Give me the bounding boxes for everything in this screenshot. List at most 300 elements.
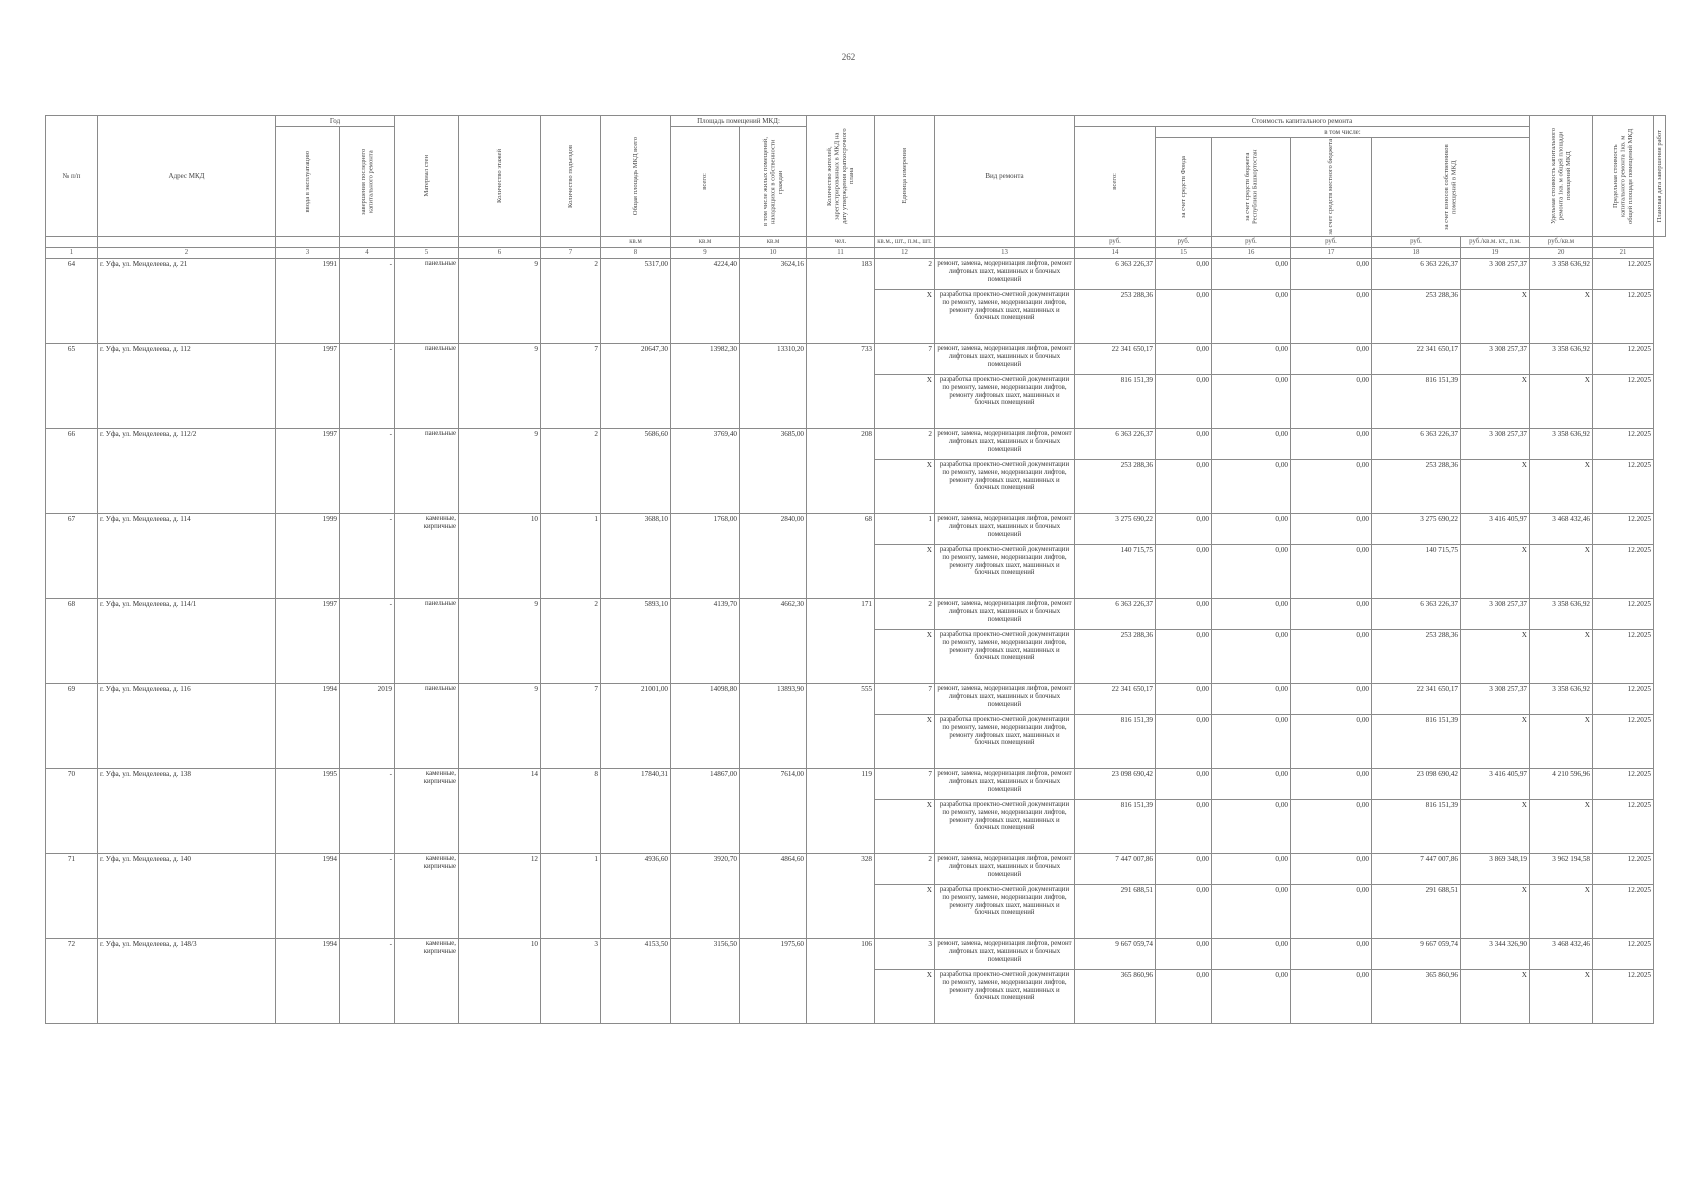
- column-number-cell: 17: [1291, 248, 1372, 259]
- premises-total-cell: 4224,40: [671, 259, 740, 344]
- header-work-type: Вид ремонта: [935, 116, 1075, 237]
- quantity-cell: 2: [875, 854, 935, 885]
- max-cost-cell: 3 358 636,92: [1530, 344, 1593, 375]
- header-year-last-repair: [340, 127, 395, 237]
- floors-cell: 9: [459, 259, 541, 344]
- cost-local-cell: 0,00: [1291, 599, 1372, 630]
- planned-date-cell: 12.2025: [1593, 684, 1654, 715]
- cost-local-cell: 0,00: [1291, 630, 1372, 684]
- residents-cell: 68: [807, 514, 875, 599]
- cost-republic-cell: 0,00: [1212, 429, 1291, 460]
- work-type-cell: ремонт, замена, модернизация лифтов, ремонт лифтовых шахт, машинных и блочных помещений: [935, 514, 1075, 545]
- max-cost-cell: X: [1530, 460, 1593, 514]
- residents-cell: 328: [807, 854, 875, 939]
- header-entrances-text: Количество подъездов: [566, 144, 574, 208]
- cost-republic-cell: 0,00: [1212, 970, 1291, 1024]
- floors-cell: 14: [459, 769, 541, 854]
- unit-cell: [1593, 237, 1654, 248]
- table-row: [46, 854, 1666, 885]
- max-cost-cell: 3 358 636,92: [1530, 684, 1593, 715]
- header-address: Адрес МКД: [98, 116, 276, 237]
- premises-total-cell: 4139,70: [671, 599, 740, 684]
- unit-cell: [46, 237, 98, 248]
- header-year-group: Год: [276, 116, 395, 127]
- unit-cell: руб./кв.м: [1530, 237, 1593, 248]
- planned-date-cell: 12.2025: [1593, 514, 1654, 545]
- total-area-cell: 4936,60: [601, 854, 671, 939]
- cost-local-cell: 0,00: [1291, 970, 1372, 1024]
- header-max-cost-text: Предельная стоимость капитального ремонта 1кв. м общей площади помещений МКД: [1611, 128, 1634, 224]
- cost-local-cell: 0,00: [1291, 769, 1372, 800]
- cost-local-cell: 0,00: [1291, 939, 1372, 970]
- column-number-cell: 1: [46, 248, 98, 259]
- premises-total-cell: 13982,30: [671, 344, 740, 429]
- cost-republic-cell: 0,00: [1212, 460, 1291, 514]
- table-row: [46, 344, 1666, 375]
- cost-republic-cell: 0,00: [1212, 545, 1291, 599]
- cost-owners-cell: 816 151,39: [1372, 800, 1461, 854]
- max-cost-cell: X: [1530, 715, 1593, 769]
- row-number: 68: [46, 599, 98, 684]
- header-floors: [459, 116, 541, 237]
- cost-republic-cell: 0,00: [1212, 290, 1291, 344]
- header-cost-total-text: всего:: [1111, 173, 1119, 190]
- header-premises-total-text: всего:: [701, 173, 709, 190]
- cost-republic-cell: 0,00: [1212, 684, 1291, 715]
- cost-fund-cell: 0,00: [1156, 429, 1212, 460]
- year-last-repair-cell: 2019: [340, 684, 395, 769]
- header-planned-date-text: Плановая дата завершения работ: [1656, 129, 1663, 223]
- unit-cell: кв.м., шт., п.м., шт.: [875, 237, 935, 248]
- cost-local-cell: 0,00: [1291, 514, 1372, 545]
- row-number: 64: [46, 259, 98, 344]
- quantity-cell: 1: [875, 514, 935, 545]
- unit-cell: [395, 237, 459, 248]
- header-cost-group: Стоимость капитального ремонта: [1075, 116, 1530, 127]
- total-area-cell: 21001,00: [601, 684, 671, 769]
- year-commission-cell: 1994: [276, 684, 340, 769]
- planned-date-cell: 12.2025: [1593, 630, 1654, 684]
- quantity-cell: 2: [875, 429, 935, 460]
- cost-owners-cell: 253 288,36: [1372, 630, 1461, 684]
- work-type-cell: разработка проектно-сметной документации по ремонту, замене, модернизации лифтов, ремонту лифтовых шахт, машинных и блочных помещений: [935, 290, 1075, 344]
- cost-total-cell: 6 363 226,37: [1075, 429, 1156, 460]
- header-floors-text: Количество этажей: [495, 149, 503, 203]
- cost-local-cell: 0,00: [1291, 429, 1372, 460]
- work-type-cell: ремонт, замена, модернизация лифтов, ремонт лифтовых шахт, машинных и блочных помещений: [935, 854, 1075, 885]
- cost-local-cell: 0,00: [1291, 259, 1372, 290]
- premises-total-cell: 1768,00: [671, 514, 740, 599]
- column-number-cell: 3: [276, 248, 340, 259]
- address-cell: г. Уфа, ул. Менделеева, д. 21: [98, 259, 276, 344]
- premises-total-cell: 14867,00: [671, 769, 740, 854]
- work-type-cell: разработка проектно-сметной документации по ремонту, замене, модернизации лифтов, ремонту лифтовых шахт, машинных и блочных помещений: [935, 800, 1075, 854]
- max-cost-cell: 3 358 636,92: [1530, 259, 1593, 290]
- year-commission-cell: 1997: [276, 599, 340, 684]
- table-row: [46, 684, 1666, 715]
- year-last-repair-cell: -: [340, 429, 395, 514]
- residents-cell: 733: [807, 344, 875, 429]
- cost-fund-cell: 0,00: [1156, 290, 1212, 344]
- header-max-cost: [1593, 116, 1654, 237]
- entrances-cell: 1: [541, 854, 601, 939]
- cost-local-cell: 0,00: [1291, 800, 1372, 854]
- header-year-commission: [276, 127, 340, 237]
- unit-cell: [935, 237, 1075, 248]
- cost-total-cell: 7 447 007,86: [1075, 854, 1156, 885]
- cost-total-cell: 140 715,75: [1075, 545, 1156, 599]
- cost-owners-cell: 253 288,36: [1372, 290, 1461, 344]
- residents-cell: 106: [807, 939, 875, 1024]
- work-type-cell: ремонт, замена, модернизация лифтов, ремонт лифтовых шахт, машинных и блочных помещений: [935, 429, 1075, 460]
- header-cost-local-text: за счет средств местного бюджета: [1327, 139, 1335, 235]
- column-number-cell: 5: [395, 248, 459, 259]
- address-cell: г. Уфа, ул. Менделеева, д. 114: [98, 514, 276, 599]
- cost-total-cell: 291 688,51: [1075, 885, 1156, 939]
- max-cost-cell: X: [1530, 375, 1593, 429]
- premises-residential-cell: 4662,30: [740, 599, 807, 684]
- cost-republic-cell: 0,00: [1212, 344, 1291, 375]
- row-number: 72: [46, 939, 98, 1024]
- cost-total-cell: 6 363 226,37: [1075, 259, 1156, 290]
- address-cell: г. Уфа, ул. Менделеева, д. 114/1: [98, 599, 276, 684]
- column-number-cell: 19: [1461, 248, 1530, 259]
- quantity-cell: 3: [875, 939, 935, 970]
- header-total-area: [601, 116, 671, 237]
- unit-cost-cell: 3 308 257,37: [1461, 259, 1530, 290]
- table-row: [46, 599, 1666, 630]
- total-area-cell: 4153,50: [601, 939, 671, 1024]
- row-number: 67: [46, 514, 98, 599]
- planned-date-cell: 12.2025: [1593, 599, 1654, 630]
- address-cell: г. Уфа, ул. Менделеева, д. 112/2: [98, 429, 276, 514]
- unit-cell: руб.: [1212, 237, 1291, 248]
- cost-local-cell: 0,00: [1291, 460, 1372, 514]
- header-unit-cost-text: Удельная стоимость капитального ремонта 1кв. м общей площади помещений МКД: [1549, 127, 1572, 224]
- planned-date-cell: 12.2025: [1593, 800, 1654, 854]
- unit-cost-cell: X: [1461, 290, 1530, 344]
- unit-cell: [340, 237, 395, 248]
- cost-owners-cell: 816 151,39: [1372, 715, 1461, 769]
- column-number-cell: 13: [935, 248, 1075, 259]
- quantity-cell: 7: [875, 344, 935, 375]
- quantity-cell: X: [875, 375, 935, 429]
- header-premises-total: [671, 127, 740, 237]
- cost-fund-cell: 0,00: [1156, 854, 1212, 885]
- premises-total-cell: 3156,50: [671, 939, 740, 1024]
- planned-date-cell: 12.2025: [1593, 854, 1654, 885]
- quantity-cell: X: [875, 885, 935, 939]
- planned-date-cell: 12.2025: [1593, 375, 1654, 429]
- cost-republic-cell: 0,00: [1212, 715, 1291, 769]
- cost-fund-cell: 0,00: [1156, 460, 1212, 514]
- header-planned-date: [1654, 116, 1666, 237]
- cost-republic-cell: 0,00: [1212, 939, 1291, 970]
- cost-total-cell: 365 860,96: [1075, 970, 1156, 1024]
- cost-fund-cell: 0,00: [1156, 599, 1212, 630]
- premises-total-cell: 3769,40: [671, 429, 740, 514]
- header-entrances: [541, 116, 601, 237]
- max-cost-cell: X: [1530, 630, 1593, 684]
- address-cell: г. Уфа, ул. Менделеева, д. 148/3: [98, 939, 276, 1024]
- cost-fund-cell: 0,00: [1156, 939, 1212, 970]
- floors-cell: 10: [459, 939, 541, 1024]
- unit-cost-cell: 3 416 405,97: [1461, 769, 1530, 800]
- cost-fund-cell: 0,00: [1156, 769, 1212, 800]
- cost-fund-cell: 0,00: [1156, 800, 1212, 854]
- residents-cell: 119: [807, 769, 875, 854]
- work-type-cell: ремонт, замена, модернизация лифтов, ремонт лифтовых шахт, машинных и блочных помещений: [935, 344, 1075, 375]
- premises-total-cell: 14098,80: [671, 684, 740, 769]
- cost-total-cell: 22 341 650,17: [1075, 684, 1156, 715]
- cost-republic-cell: 0,00: [1212, 514, 1291, 545]
- cost-owners-cell: 7 447 007,86: [1372, 854, 1461, 885]
- max-cost-cell: 3 468 432,46: [1530, 514, 1593, 545]
- quantity-cell: X: [875, 630, 935, 684]
- premises-residential-cell: 3624,16: [740, 259, 807, 344]
- cost-total-cell: 22 341 650,17: [1075, 344, 1156, 375]
- residents-cell: 208: [807, 429, 875, 514]
- year-last-repair-cell: -: [340, 769, 395, 854]
- work-type-cell: разработка проектно-сметной документации по ремонту, замене, модернизации лифтов, ремонту лифтовых шахт, машинных и блочных помещений: [935, 375, 1075, 429]
- header-year-last-repair-text: завершения последнего капитального ремонта: [359, 148, 374, 215]
- premises-residential-cell: 2840,00: [740, 514, 807, 599]
- header-premises-residential-text: в том числе жилых помещений, находящихся в собственности граждан: [761, 137, 784, 226]
- unit-cell: чел.: [807, 237, 875, 248]
- max-cost-cell: X: [1530, 970, 1593, 1024]
- unit-cost-cell: X: [1461, 545, 1530, 599]
- cost-owners-cell: 6 363 226,37: [1372, 429, 1461, 460]
- work-type-cell: разработка проектно-сметной документации по ремонту, замене, модернизации лифтов, ремонту лифтовых шахт, машинных и блочных помещений: [935, 545, 1075, 599]
- unit-cell: [541, 237, 601, 248]
- entrances-cell: 7: [541, 344, 601, 429]
- unit-cost-cell: X: [1461, 630, 1530, 684]
- cost-owners-cell: 3 275 690,22: [1372, 514, 1461, 545]
- planned-date-cell: 12.2025: [1593, 290, 1654, 344]
- work-type-cell: разработка проектно-сметной документации по ремонту, замене, модернизации лифтов, ремонту лифтовых шахт, машинных и блочных помещений: [935, 970, 1075, 1024]
- unit-cell: кв.м: [740, 237, 807, 248]
- year-last-repair-cell: -: [340, 514, 395, 599]
- column-number-cell: 10: [740, 248, 807, 259]
- year-commission-cell: 1997: [276, 429, 340, 514]
- quantity-cell: X: [875, 460, 935, 514]
- entrances-cell: 2: [541, 259, 601, 344]
- quantity-cell: 7: [875, 684, 935, 715]
- wall-material-cell: панельные: [395, 684, 459, 769]
- column-number-cell: 14: [1075, 248, 1156, 259]
- planned-date-cell: 12.2025: [1593, 769, 1654, 800]
- column-number-cell: 9: [671, 248, 740, 259]
- entrances-cell: 2: [541, 429, 601, 514]
- unit-cell: кв.м: [671, 237, 740, 248]
- unit-cost-cell: X: [1461, 800, 1530, 854]
- header-year-commission-text: ввода в эксплуатацию: [303, 150, 311, 213]
- header-cost-owners-text: за счет взносов собственников помещений в МКД: [1443, 144, 1458, 230]
- planned-date-cell: 12.2025: [1593, 545, 1654, 599]
- cost-owners-cell: 140 715,75: [1372, 545, 1461, 599]
- address-cell: г. Уфа, ул. Менделеева, д. 116: [98, 684, 276, 769]
- header-unit: [875, 116, 935, 237]
- floors-cell: 9: [459, 429, 541, 514]
- header-incl: в том числе:: [1156, 127, 1530, 138]
- cost-republic-cell: 0,00: [1212, 854, 1291, 885]
- unit-cell: руб.: [1156, 237, 1212, 248]
- work-type-cell: разработка проектно-сметной документации по ремонту, замене, модернизации лифтов, ремонту лифтовых шахт, машинных и блочных помещений: [935, 715, 1075, 769]
- unit-cost-cell: 3 308 257,37: [1461, 684, 1530, 715]
- table-row: [46, 939, 1666, 970]
- premises-residential-cell: 1975,60: [740, 939, 807, 1024]
- cost-total-cell: 3 275 690,22: [1075, 514, 1156, 545]
- column-number-cell: 15: [1156, 248, 1212, 259]
- residents-cell: 183: [807, 259, 875, 344]
- work-type-cell: разработка проектно-сметной документации по ремонту, замене, модернизации лифтов, ремонту лифтовых шахт, машинных и блочных помещений: [935, 885, 1075, 939]
- header-cost-republic: [1212, 138, 1291, 237]
- quantity-cell: X: [875, 970, 935, 1024]
- total-area-cell: 5317,00: [601, 259, 671, 344]
- column-number-cell: 4: [340, 248, 395, 259]
- header-premises-group: Площадь помещений МКД:: [671, 116, 807, 127]
- column-number-cell: 7: [541, 248, 601, 259]
- cost-republic-cell: 0,00: [1212, 769, 1291, 800]
- cost-local-cell: 0,00: [1291, 885, 1372, 939]
- work-type-cell: ремонт, замена, модернизация лифтов, ремонт лифтовых шахт, машинных и блочных помещений: [935, 259, 1075, 290]
- cost-total-cell: 6 363 226,37: [1075, 599, 1156, 630]
- unit-cell: [276, 237, 340, 248]
- max-cost-cell: X: [1530, 545, 1593, 599]
- column-number-cell: 16: [1212, 248, 1291, 259]
- cost-total-cell: 816 151,39: [1075, 375, 1156, 429]
- planned-date-cell: 12.2025: [1593, 939, 1654, 970]
- column-number-cell: 2: [98, 248, 276, 259]
- floors-cell: 9: [459, 599, 541, 684]
- cost-republic-cell: 0,00: [1212, 630, 1291, 684]
- quantity-cell: X: [875, 715, 935, 769]
- total-area-cell: 5686,60: [601, 429, 671, 514]
- column-number-cell: 18: [1372, 248, 1461, 259]
- work-type-cell: ремонт, замена, модернизация лифтов, ремонт лифтовых шахт, машинных и блочных помещений: [935, 769, 1075, 800]
- total-area-cell: 3688,10: [601, 514, 671, 599]
- unit-cost-cell: 3 308 257,37: [1461, 344, 1530, 375]
- unit-cost-cell: X: [1461, 460, 1530, 514]
- table-row: [46, 514, 1666, 545]
- header-premises-residential: [740, 127, 807, 237]
- unit-cost-cell: X: [1461, 715, 1530, 769]
- planned-date-cell: 12.2025: [1593, 460, 1654, 514]
- unit-cell: [98, 237, 276, 248]
- row-number: 71: [46, 854, 98, 939]
- floors-cell: 9: [459, 344, 541, 429]
- year-last-repair-cell: -: [340, 939, 395, 1024]
- header-no: № п/п: [46, 116, 98, 237]
- total-area-cell: 17840,31: [601, 769, 671, 854]
- address-cell: г. Уфа, ул. Менделеева, д. 112: [98, 344, 276, 429]
- year-last-repair-cell: -: [340, 599, 395, 684]
- year-last-repair-cell: -: [340, 259, 395, 344]
- planned-date-cell: 12.2025: [1593, 970, 1654, 1024]
- max-cost-cell: 3 468 432,46: [1530, 939, 1593, 970]
- entrances-cell: 3: [541, 939, 601, 1024]
- column-number-cell: 6: [459, 248, 541, 259]
- work-type-cell: ремонт, замена, модернизация лифтов, ремонт лифтовых шахт, машинных и блочных помещений: [935, 684, 1075, 715]
- residents-cell: 171: [807, 599, 875, 684]
- table-row: [46, 769, 1666, 800]
- cost-owners-cell: 22 341 650,17: [1372, 344, 1461, 375]
- total-area-cell: 20647,30: [601, 344, 671, 429]
- column-number-cell: 12: [875, 248, 935, 259]
- page-number: 262: [841, 52, 856, 62]
- cost-fund-cell: 0,00: [1156, 715, 1212, 769]
- premises-residential-cell: 13893,90: [740, 684, 807, 769]
- table-body: [46, 259, 1666, 1024]
- unit-cell: руб./кв.м. кт., п.м.: [1461, 237, 1530, 248]
- unit-cost-cell: 3 416 405,97: [1461, 514, 1530, 545]
- column-number-cell: 11: [807, 248, 875, 259]
- header-wall-material: [395, 116, 459, 237]
- work-type-cell: ремонт, замена, модернизация лифтов, ремонт лифтовых шахт, машинных и блочных помещений: [935, 939, 1075, 970]
- row-number: 70: [46, 769, 98, 854]
- header-cost-republic-text: за счет средств бюджета Республики Башкортостан: [1243, 149, 1258, 225]
- cost-total-cell: 253 288,36: [1075, 290, 1156, 344]
- floors-cell: 9: [459, 684, 541, 769]
- header-residents-text: Количество жителей, зарегистрированных в МКД на дату утверждения краткосрочного плана: [825, 128, 855, 224]
- cost-owners-cell: 365 860,96: [1372, 970, 1461, 1024]
- header-cost-owners: [1372, 138, 1530, 237]
- max-cost-cell: 3 358 636,92: [1530, 429, 1593, 460]
- unit-cell: руб.: [1372, 237, 1461, 248]
- cost-local-cell: 0,00: [1291, 854, 1372, 885]
- cost-total-cell: 23 098 690,42: [1075, 769, 1156, 800]
- cost-total-cell: 253 288,36: [1075, 630, 1156, 684]
- cost-local-cell: 0,00: [1291, 290, 1372, 344]
- cost-total-cell: 816 151,39: [1075, 800, 1156, 854]
- cost-owners-cell: 253 288,36: [1372, 460, 1461, 514]
- cost-total-cell: 816 151,39: [1075, 715, 1156, 769]
- cost-republic-cell: 0,00: [1212, 800, 1291, 854]
- cost-local-cell: 0,00: [1291, 375, 1372, 429]
- table-row: [46, 429, 1666, 460]
- row-number: 69: [46, 684, 98, 769]
- cost-fund-cell: 0,00: [1156, 684, 1212, 715]
- cost-fund-cell: 0,00: [1156, 375, 1212, 429]
- planned-date-cell: 12.2025: [1593, 885, 1654, 939]
- unit-cost-cell: X: [1461, 885, 1530, 939]
- cost-owners-cell: 6 363 226,37: [1372, 259, 1461, 290]
- header-wall-material-text: Материал стен: [422, 155, 430, 197]
- cost-fund-cell: 0,00: [1156, 885, 1212, 939]
- cost-fund-cell: 0,00: [1156, 970, 1212, 1024]
- cost-republic-cell: 0,00: [1212, 885, 1291, 939]
- cost-republic-cell: 0,00: [1212, 375, 1291, 429]
- year-commission-cell: 1994: [276, 854, 340, 939]
- header-total-area-text: Общая площадь МКД всего: [631, 136, 639, 216]
- cost-republic-cell: 0,00: [1212, 259, 1291, 290]
- wall-material-cell: панельные: [395, 259, 459, 344]
- cost-owners-cell: 816 151,39: [1372, 375, 1461, 429]
- premises-total-cell: 3920,70: [671, 854, 740, 939]
- header-cost-fund: [1156, 138, 1212, 237]
- unit-cost-cell: 3 308 257,37: [1461, 599, 1530, 630]
- repair-plan-table: [45, 115, 1666, 1024]
- planned-date-cell: 12.2025: [1593, 715, 1654, 769]
- quantity-cell: 7: [875, 769, 935, 800]
- year-commission-cell: 1994: [276, 939, 340, 1024]
- unit-cell: кв.м: [601, 237, 671, 248]
- max-cost-cell: X: [1530, 885, 1593, 939]
- table-row: [46, 259, 1666, 290]
- cost-fund-cell: 0,00: [1156, 514, 1212, 545]
- year-commission-cell: 1999: [276, 514, 340, 599]
- quantity-cell: 2: [875, 599, 935, 630]
